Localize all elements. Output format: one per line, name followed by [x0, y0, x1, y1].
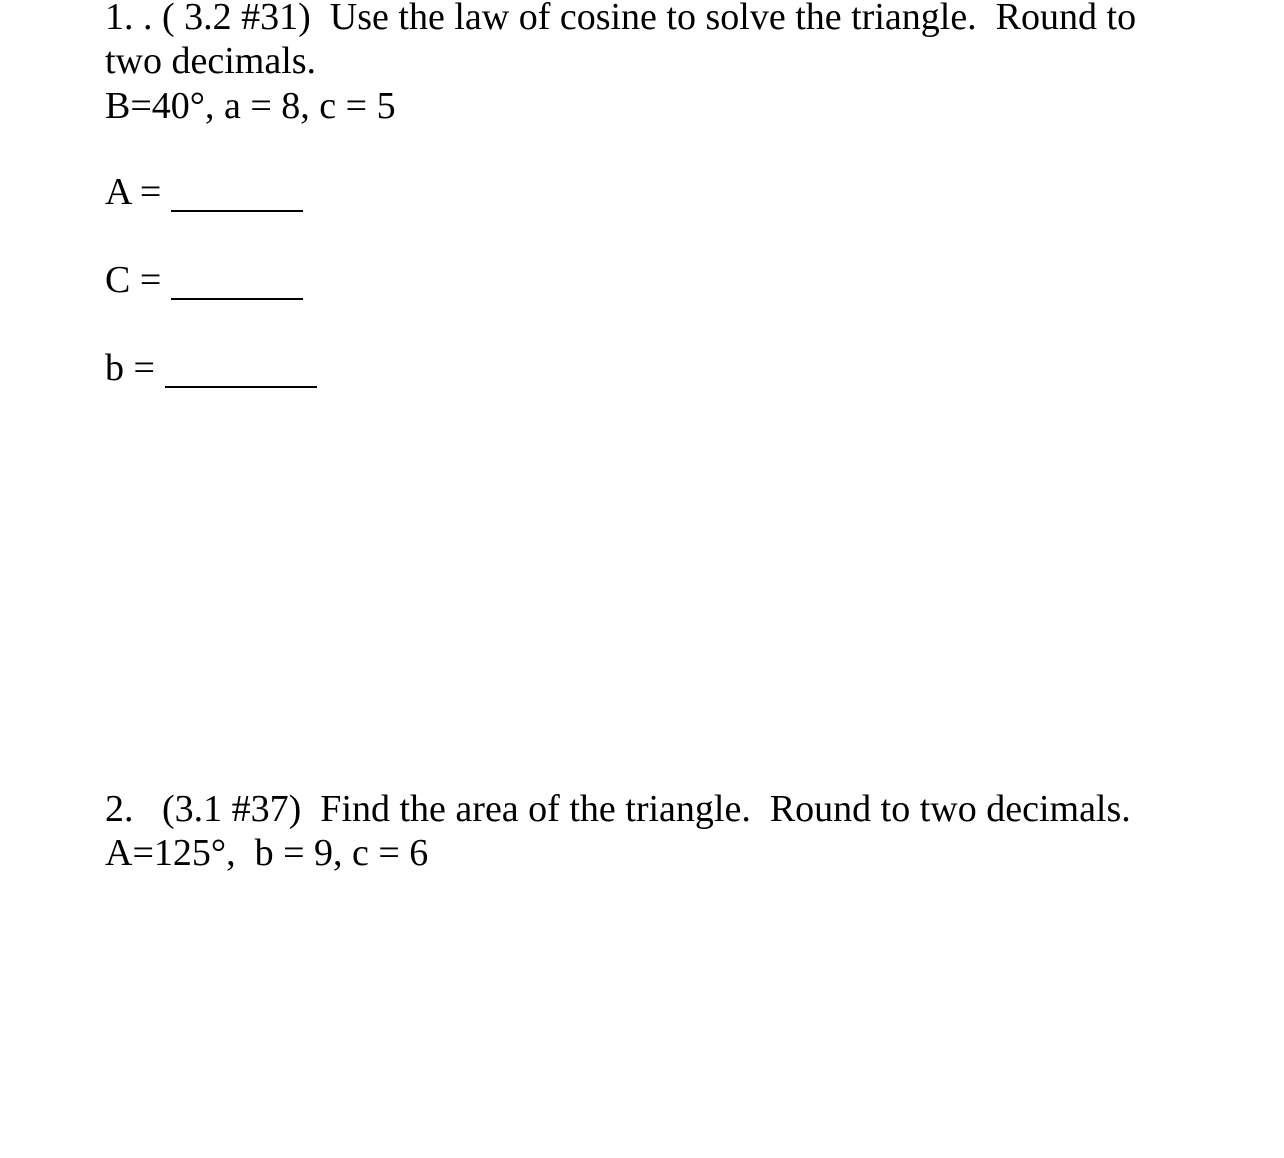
question-2-given-values: A=125°, b = 9, c = 6	[105, 832, 429, 874]
answer-label-b: b =	[105, 347, 155, 389]
answer-label-A: A =	[105, 171, 162, 213]
question-1-prompt-line-2: two decimals.	[105, 40, 317, 82]
answer-blank-C[interactable]	[171, 262, 303, 300]
answer-blank-A[interactable]	[171, 174, 303, 212]
question-2-prompt: 2. (3.1 #37) Find the area of the triangle. Round to two decimals.	[105, 788, 1131, 830]
question-1-prompt-line-1: 1. . ( 3.2 #31) Use the law of cosine to solve the triangle. Round to	[105, 0, 1137, 38]
answer-label-C: C =	[105, 259, 162, 301]
answer-row-C	[105, 258, 303, 302]
answer-blank-b[interactable]	[165, 350, 317, 388]
answer-row-b	[105, 346, 317, 390]
question-1-given-values: B=40°, a = 8, c = 5	[105, 85, 396, 127]
answer-row-A	[105, 170, 303, 214]
